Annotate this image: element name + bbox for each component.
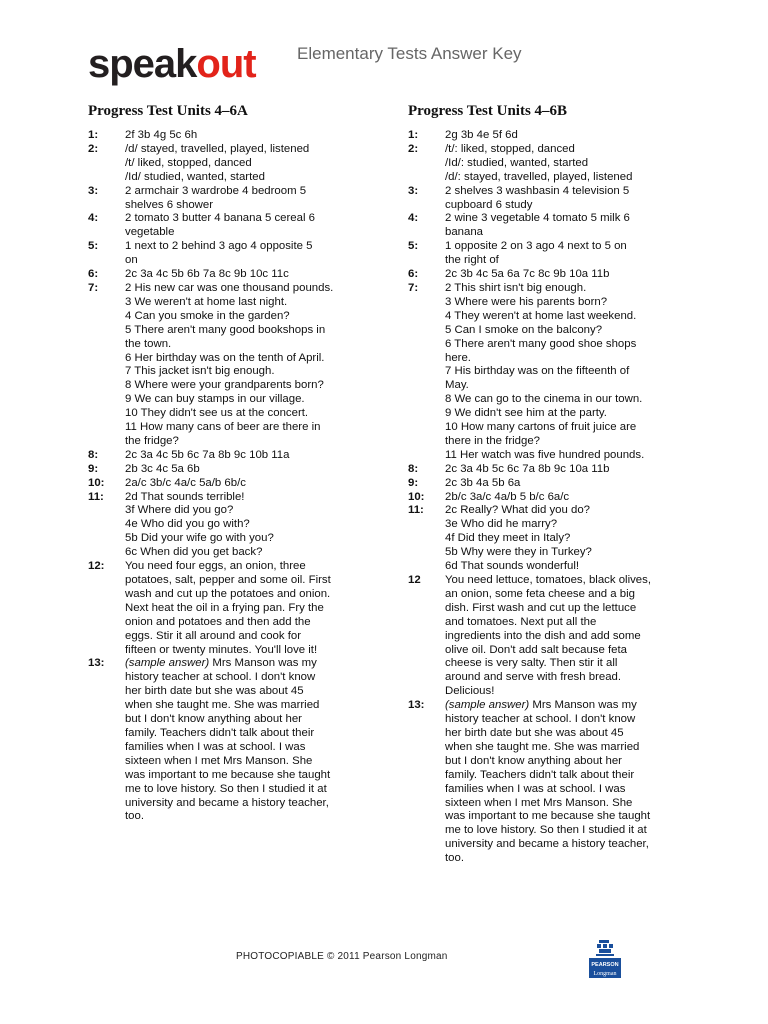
answer-line: and tomatoes. Next put all the: [445, 615, 597, 628]
answer-text: [445, 268, 698, 282]
answer-number: 3:: [408, 184, 419, 197]
answer-number: 13:: [408, 699, 425, 712]
answer-number: 11:: [408, 504, 424, 517]
answer-list-b: [408, 129, 698, 866]
answer-line: around and serve with fresh bread.: [445, 671, 622, 684]
answer-item: [408, 504, 698, 574]
speakout-logo: [88, 44, 256, 84]
answer-text: [125, 268, 378, 282]
answer-number: 2:: [408, 142, 419, 155]
answer-line: 10 They didn't see us at the concert.: [125, 407, 309, 420]
answer-prefix: (sample answer): [445, 699, 530, 712]
answer-line: Next heat the oil in a frying pan. Fry the: [125, 601, 324, 614]
answer-line: 2 His new car was one thousand pounds.: [125, 281, 334, 294]
answer-line: but I don't know anything about her: [125, 713, 302, 726]
answer-line: 8 We can go to the cinema in our town.: [445, 393, 643, 406]
answer-item: [408, 491, 698, 505]
answer-item: [408, 477, 698, 491]
answer-item: [88, 491, 378, 561]
answer-line: sixteen when I met Mrs Manson. She: [125, 754, 313, 767]
answer-number: 5:: [408, 240, 419, 253]
answer-line: 10 How many cartons of fruit juice are: [445, 421, 637, 434]
answer-line: [445, 699, 698, 713]
answer-item: [88, 212, 378, 240]
answer-number: 7:: [408, 281, 419, 294]
answer-line: an onion, some feta cheese and a big: [445, 587, 635, 600]
answer-line: /Id/: studied, wanted, started: [445, 156, 589, 169]
answer-prefix: (sample answer): [125, 657, 210, 670]
answer-text: [125, 477, 378, 491]
answer-text: [125, 143, 378, 185]
answer-line: 3f Where did you go?: [125, 504, 234, 517]
answer-line: when she taught me. She was married: [445, 740, 640, 753]
answer-number: 8:: [408, 462, 419, 475]
answer-item: [88, 240, 378, 268]
answer-line: here.: [445, 351, 471, 364]
answer-item: [408, 282, 698, 463]
answer-number: 1:: [88, 129, 99, 141]
answer-item: [88, 463, 378, 477]
answer-number: 12:: [88, 560, 105, 573]
answer-line: ingredients into the dish and add some: [445, 629, 641, 642]
answer-item: [88, 657, 378, 824]
answer-line: families when I was at school. I was: [125, 740, 306, 753]
answer-number: 13:: [88, 657, 105, 670]
answer-line: 6d That sounds wonderful!: [445, 560, 580, 573]
answer-text: [445, 212, 698, 240]
answer-line: olive oil. Don't add salt because feta: [445, 643, 628, 656]
answer-text: [125, 129, 378, 143]
answer-line: the town.: [125, 337, 172, 350]
answer-item: [408, 699, 698, 866]
answer-line: the right of: [445, 254, 499, 267]
answer-text: [125, 463, 378, 477]
answer-number: 11:: [88, 490, 104, 503]
answer-line: 6 There aren't many good shoe shops: [445, 337, 637, 350]
answer-line: 6c When did you get back?: [125, 546, 263, 559]
answer-number: 9:: [408, 476, 419, 489]
answer-text: [125, 240, 378, 268]
answer-number: 1:: [408, 129, 419, 141]
answer-line: 2c 3a 4c 5b 6b 7a 8c 9b 10c 11c: [125, 268, 289, 281]
answer-line: on: [125, 254, 138, 267]
answer-line: her birth date but she was about 45: [125, 685, 304, 698]
answer-number: 6:: [408, 268, 419, 281]
answer-line: 2d That sounds terrible!: [125, 490, 245, 503]
answer-item: [408, 240, 698, 268]
answer-line: there in the fridge?: [445, 434, 540, 447]
answer-line: /d/: stayed, travelled, played, listened: [445, 170, 633, 183]
answer-text: [125, 212, 378, 240]
answer-line: [125, 657, 378, 671]
answer-line: 6 Her birthday was on the tenth of April.: [125, 351, 325, 364]
answer-line: /d/ stayed, travelled, played, listened: [125, 142, 310, 155]
answer-column-a: [88, 103, 378, 824]
answer-number: 3:: [88, 184, 99, 197]
answer-text: [445, 504, 698, 574]
answer-line: sixteen when I met Mrs Manson. She: [445, 796, 633, 809]
answer-item: [88, 143, 378, 185]
answer-line: 2g 3b 4e 5f 6d: [445, 129, 518, 141]
answer-line: fifteen or twenty minutes. You'll love it!: [125, 643, 318, 656]
answer-line: 2 tomato 3 butter 4 banana 5 cereal 6: [125, 212, 315, 225]
answer-line: 2 wine 3 vegetable 4 tomato 5 milk 6: [445, 212, 630, 225]
pearson-logo-sub: Longman: [593, 971, 617, 977]
answer-line: 2c Really? What did you do?: [445, 504, 590, 517]
answer-line: 2b/c 3a/c 4a/b 5 b/c 6a/c: [445, 490, 570, 503]
answer-line: me to love history. So then I studied it at: [125, 782, 327, 795]
answer-line: vegetable: [125, 226, 175, 239]
answer-item: [408, 463, 698, 477]
answer-line: too.: [445, 852, 464, 865]
answer-number: 6:: [88, 268, 99, 281]
answer-line: 9 We didn't see him at the party.: [445, 407, 607, 420]
answer-line: 4e Who did you go with?: [125, 518, 250, 531]
answer-item: [408, 212, 698, 240]
answer-line: university and became a history teacher,: [445, 838, 649, 851]
answer-line: 3 Where were his parents born?: [445, 295, 608, 308]
answer-text: [125, 560, 378, 657]
answer-column-b: [408, 103, 698, 866]
answer-line: 5 Can I smoke on the balcony?: [445, 323, 603, 336]
answer-line: 2c 3b 4a 5b 6a: [445, 476, 521, 489]
answer-line: family. Teachers didn't talk about their: [125, 726, 315, 739]
answer-line: 5b Why were they in Turkey?: [445, 546, 592, 559]
answer-line: 5b Did your wife go with you?: [125, 532, 274, 545]
copyright-footer: PHOTOCOPIABLE © 2011 Pearson Longman: [236, 951, 448, 962]
answer-item: [408, 268, 698, 282]
answer-line: dish. First wash and cut up the lettuce: [445, 601, 637, 614]
answer-item: [88, 449, 378, 463]
answer-line: cheese is very salty. Then stir it all: [445, 657, 618, 670]
answer-line: the fridge?: [125, 434, 179, 447]
answer-text: [445, 240, 698, 268]
answer-line: 11 Her watch was five hundred pounds.: [445, 448, 645, 461]
answer-text: [125, 657, 378, 824]
answer-item: [408, 129, 698, 143]
answer-number: 8:: [88, 448, 99, 461]
answer-line: 2b 3c 4c 5a 6b: [125, 462, 200, 475]
pearson-crest-icon: [596, 940, 614, 956]
pearson-logo-word: PEARSON: [591, 962, 619, 968]
answer-text: [445, 491, 698, 505]
answer-line: 2 shelves 3 washbasin 4 television 5: [445, 184, 630, 197]
answer-item: [88, 282, 378, 449]
answer-line: history teacher at school. I don't know: [125, 671, 316, 684]
answer-line-text: Mrs Manson was my: [209, 657, 317, 670]
answer-line: too.: [125, 810, 144, 823]
answer-item: [88, 560, 378, 657]
answer-line: shelves 6 shower: [125, 198, 214, 211]
answer-line: potatoes, salt, pepper and some oil. First: [125, 574, 331, 586]
answer-line: 4 They weren't at home last weekend.: [445, 309, 637, 322]
answer-line: 8 Where were your grandparents born?: [125, 379, 324, 392]
answer-line: /t/: liked, stopped, danced: [445, 142, 575, 155]
answer-number: 10:: [88, 476, 105, 489]
answer-text: [125, 491, 378, 561]
document-subtitle: Elementary Tests Answer Key: [297, 44, 522, 63]
answer-line: /t/ liked, stopped, danced: [125, 156, 252, 169]
answer-line: May.: [445, 379, 469, 392]
answer-text: [445, 463, 698, 477]
answer-list-a: [88, 129, 378, 824]
answer-line: was important to me because she taught: [125, 768, 331, 781]
answer-line: eggs. Stir it all around and cook for: [125, 629, 302, 642]
answer-number: 7:: [88, 281, 99, 294]
answer-line: 2c 3b 4c 5a 6a 7c 8c 9b 10a 11b: [445, 268, 610, 281]
answer-line: her birth date but she was about 45: [445, 726, 624, 739]
answer-number: 2:: [88, 142, 99, 155]
answer-number: 5:: [88, 240, 99, 253]
answer-item: [88, 268, 378, 282]
answer-text: [445, 574, 698, 699]
answer-number: 10:: [408, 490, 425, 503]
answer-line: 1 next to 2 behind 3 ago 4 opposite 5: [125, 240, 313, 253]
answer-line: 2c 3a 4c 5b 6c 7a 8b 9c 10b 11a: [125, 448, 290, 461]
answer-line: /Id/ studied, wanted, started: [125, 170, 265, 183]
column-title-a: Progress Test Units 4–6A: [88, 103, 248, 119]
answer-line: 2c 3a 4b 5c 6c 7a 8b 9c 10a 11b: [445, 462, 610, 475]
answer-line: was important to me because she taught: [445, 810, 651, 823]
answer-line: 11 How many cans of beer are there in: [125, 421, 321, 434]
answer-text: [445, 282, 698, 463]
answer-line: 4 Can you smoke in the garden?: [125, 309, 290, 322]
answer-line: 2 This shirt isn't big enough.: [445, 281, 587, 294]
answer-item: [88, 477, 378, 491]
answer-line: 2a/c 3b/c 4a/c 5a/b 6b/c: [125, 476, 246, 489]
answer-item: [408, 574, 698, 699]
answer-line: 1 opposite 2 on 3 ago 4 next to 5 on: [445, 240, 627, 253]
answer-text: [125, 282, 378, 449]
answer-line: 5 There aren't many good bookshops in: [125, 323, 326, 336]
answer-text: [125, 185, 378, 213]
answer-text: [445, 185, 698, 213]
answer-text: [445, 477, 698, 491]
answer-line: family. Teachers didn't talk about their: [445, 768, 635, 781]
answer-line: 7 This jacket isn't big enough.: [125, 365, 275, 378]
answer-item: [88, 129, 378, 143]
answer-line: 3e Who did he marry?: [445, 518, 558, 531]
answer-line: when she taught me. She was married: [125, 699, 320, 712]
answer-text: [445, 699, 698, 866]
answer-number: 12: [408, 574, 421, 586]
answer-line: You need four eggs, an onion, three: [125, 560, 306, 573]
logo-out: out: [196, 42, 256, 86]
answer-line: onion and potatoes and then add the: [125, 615, 311, 628]
answer-line-text: Mrs Manson was my: [529, 699, 637, 712]
answer-number: 9:: [88, 462, 99, 475]
answer-text: [125, 449, 378, 463]
answer-line: 7 His birthday was on the fifteenth of: [445, 365, 630, 378]
answer-item: [88, 185, 378, 213]
answer-line: Delicious!: [445, 685, 495, 698]
answer-line: 2 armchair 3 wardrobe 4 bedroom 5: [125, 184, 307, 197]
answer-line: families when I was at school. I was: [445, 782, 626, 795]
answer-line: me to love history. So then I studied it at: [445, 824, 647, 837]
answer-line: history teacher at school. I don't know: [445, 713, 636, 726]
column-title-b: Progress Test Units 4–6B: [408, 103, 568, 119]
answer-line: but I don't know anything about her: [445, 754, 622, 767]
answer-number: 4:: [408, 212, 419, 225]
answer-item: [408, 143, 698, 185]
answer-text: [445, 129, 698, 143]
answer-item: [408, 185, 698, 213]
answer-line: cupboard 6 study: [445, 198, 533, 211]
pearson-logo: [587, 940, 623, 980]
answer-line: You need lettuce, tomatoes, black olives,: [445, 574, 652, 586]
answer-line: 3 We weren't at home last night.: [125, 295, 288, 308]
answer-line: 9 We can buy stamps in our village.: [125, 393, 305, 406]
answer-text: [445, 143, 698, 185]
answer-number: 4:: [88, 212, 99, 225]
answer-line: 2f 3b 4g 5c 6h: [125, 129, 198, 141]
answer-line: university and became a history teacher,: [125, 796, 329, 809]
answer-line: banana: [445, 226, 484, 239]
answer-line: wash and cut up the potatoes and onion.: [125, 587, 331, 600]
logo-speak: speak: [88, 42, 197, 86]
answer-line: 4f Did they meet in Italy?: [445, 532, 571, 545]
